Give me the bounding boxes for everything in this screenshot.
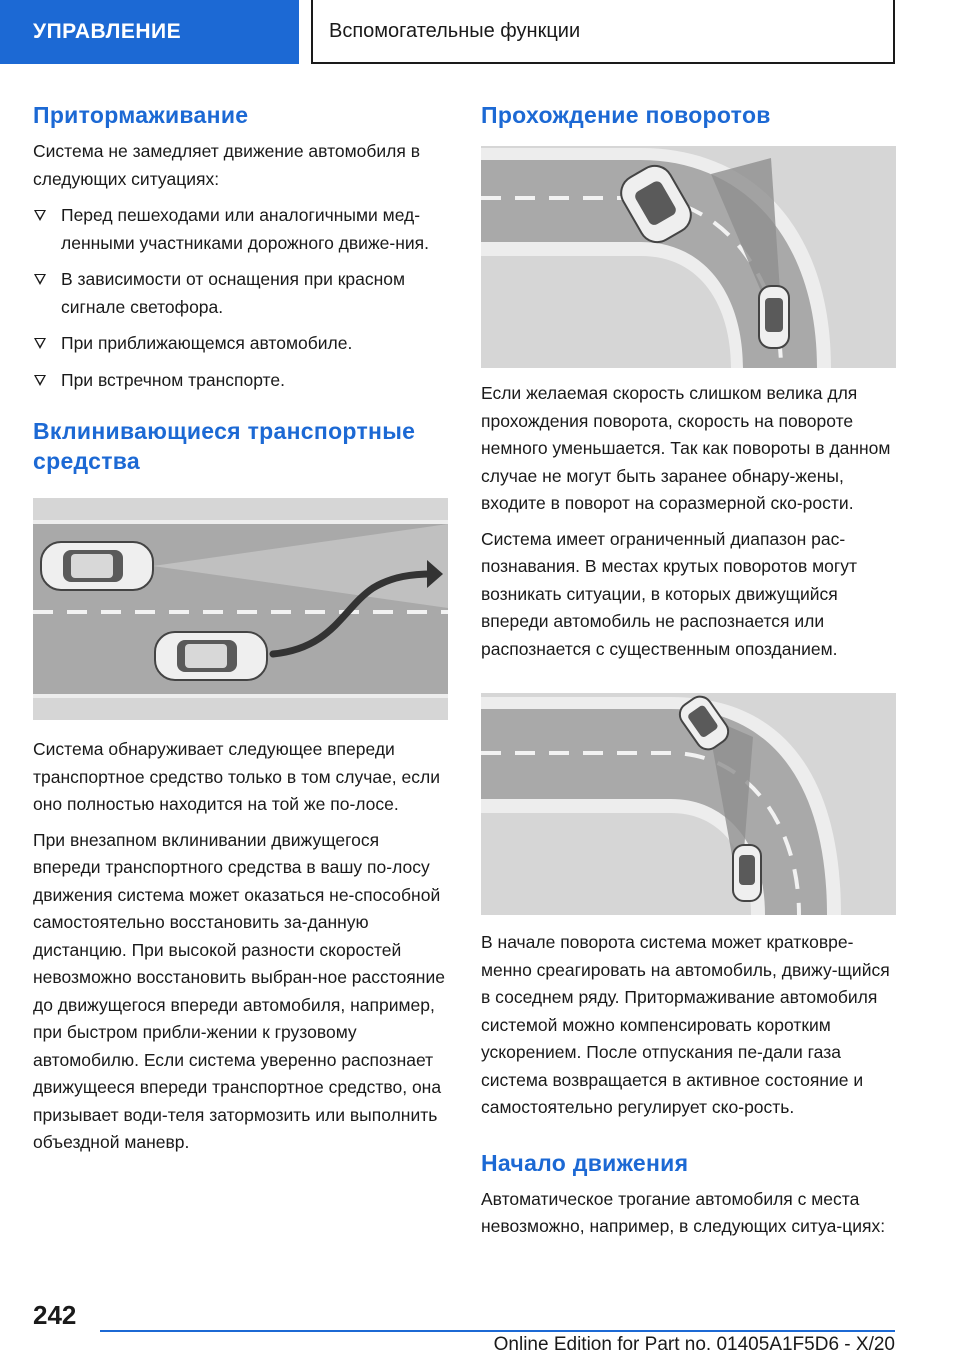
curves-paragraph-1: Если желаемая скорость слишком велика для прохождения поворота, скорость на повороте немного уменьшается. Так как повороты в данном случае не могут быть заранее обнару-жены, входите в поворот на соразмерной ско-рости. (481, 383, 891, 513)
braking-heading: Притормаживание (33, 102, 249, 128)
list-item: При приближающемся автомобиле. (33, 330, 448, 358)
cutin-heading: Вклинивающиеся транспортные средства (33, 418, 416, 474)
list-item: В зависимости от оснащения при красном сигнале светофора. (33, 266, 448, 321)
right-column (481, 100, 896, 1241)
footer-divider (100, 1330, 895, 1332)
cutin-paragraph-1: Система обнаруживает следующее впереди транспортное средство только в том случае, если оно полностью находится на той же по-лосе. (33, 739, 440, 814)
left-column (33, 100, 448, 1157)
start-heading: Начало движения (481, 1149, 689, 1176)
chapter-title: Вспомогательные функции (311, 0, 895, 64)
edition-info: Online Edition for Part no. 01405A1F5D6 - X/20 (493, 1334, 895, 1355)
cutin-car-icon (155, 632, 267, 680)
curves-paragraph-3: В начале поворота система может кратковре-менно среагировать на автомобиль, движу-щийся в соседнем ряду. Притормаживание автомобиля системой можно компенсировать коротким ускорением. После отпускания пе-дали газа система возвращается в активное состояние и самостоятельно регулирует ско-рость. (481, 932, 890, 1117)
start-paragraph: Автоматическое трогание автомобиля с места невозможно, например, в следующих ситуа-циях: (481, 1188, 886, 1236)
cutin-paragraph-2: При внезапном вклинивании движущегося впереди транспортного средства в вашу по-лосу движения система может оказаться не-способной самостоятельно восстановить за-данную дистанцию. При высокой разности скоростей невозможно восстановить выбран-ное расстояние до движущегося впереди автомобиля, например, при быстром прибли-жении к грузовому автомобилю. Если система уверенно распознает движущееся впереди транспортное средство, она призывает води-теля затормозить или выполнить объездной маневр. (33, 829, 445, 1152)
triangle-bullet-icon (34, 338, 46, 349)
page-number: 242 (33, 1300, 77, 1330)
curve-illustration-2 (481, 693, 896, 915)
curve-illustration-1 (481, 146, 896, 368)
triangle-bullet-icon (34, 274, 46, 285)
own-car-icon (759, 286, 789, 348)
list-item: Перед пешеходами или аналогичными мед-ленными участниками дорожного движе-ния. (33, 202, 448, 257)
front-car-icon (41, 542, 153, 590)
triangle-bullet-icon (34, 210, 46, 221)
curves-heading: Прохождение поворотов (481, 102, 771, 128)
triangle-bullet-icon (34, 375, 46, 386)
cutin-illustration (33, 498, 448, 720)
section-tab: УПРАВЛЕНИЕ (0, 0, 299, 64)
curves-paragraph-2: Система имеет ограниченный диапазон рас-познавания. В местах крутых поворотов могут возникать ситуации, в которых движущийся впереди автомобиль не распознается или распознается с существенным опозданием. (481, 528, 858, 659)
braking-list (33, 202, 448, 394)
braking-intro: Система не замедляет движение автомобиля в следующих ситуациях: (33, 141, 421, 189)
own-car-icon (733, 845, 761, 901)
page-header (0, 0, 960, 66)
list-item: При встречном транспорте. (33, 367, 448, 395)
